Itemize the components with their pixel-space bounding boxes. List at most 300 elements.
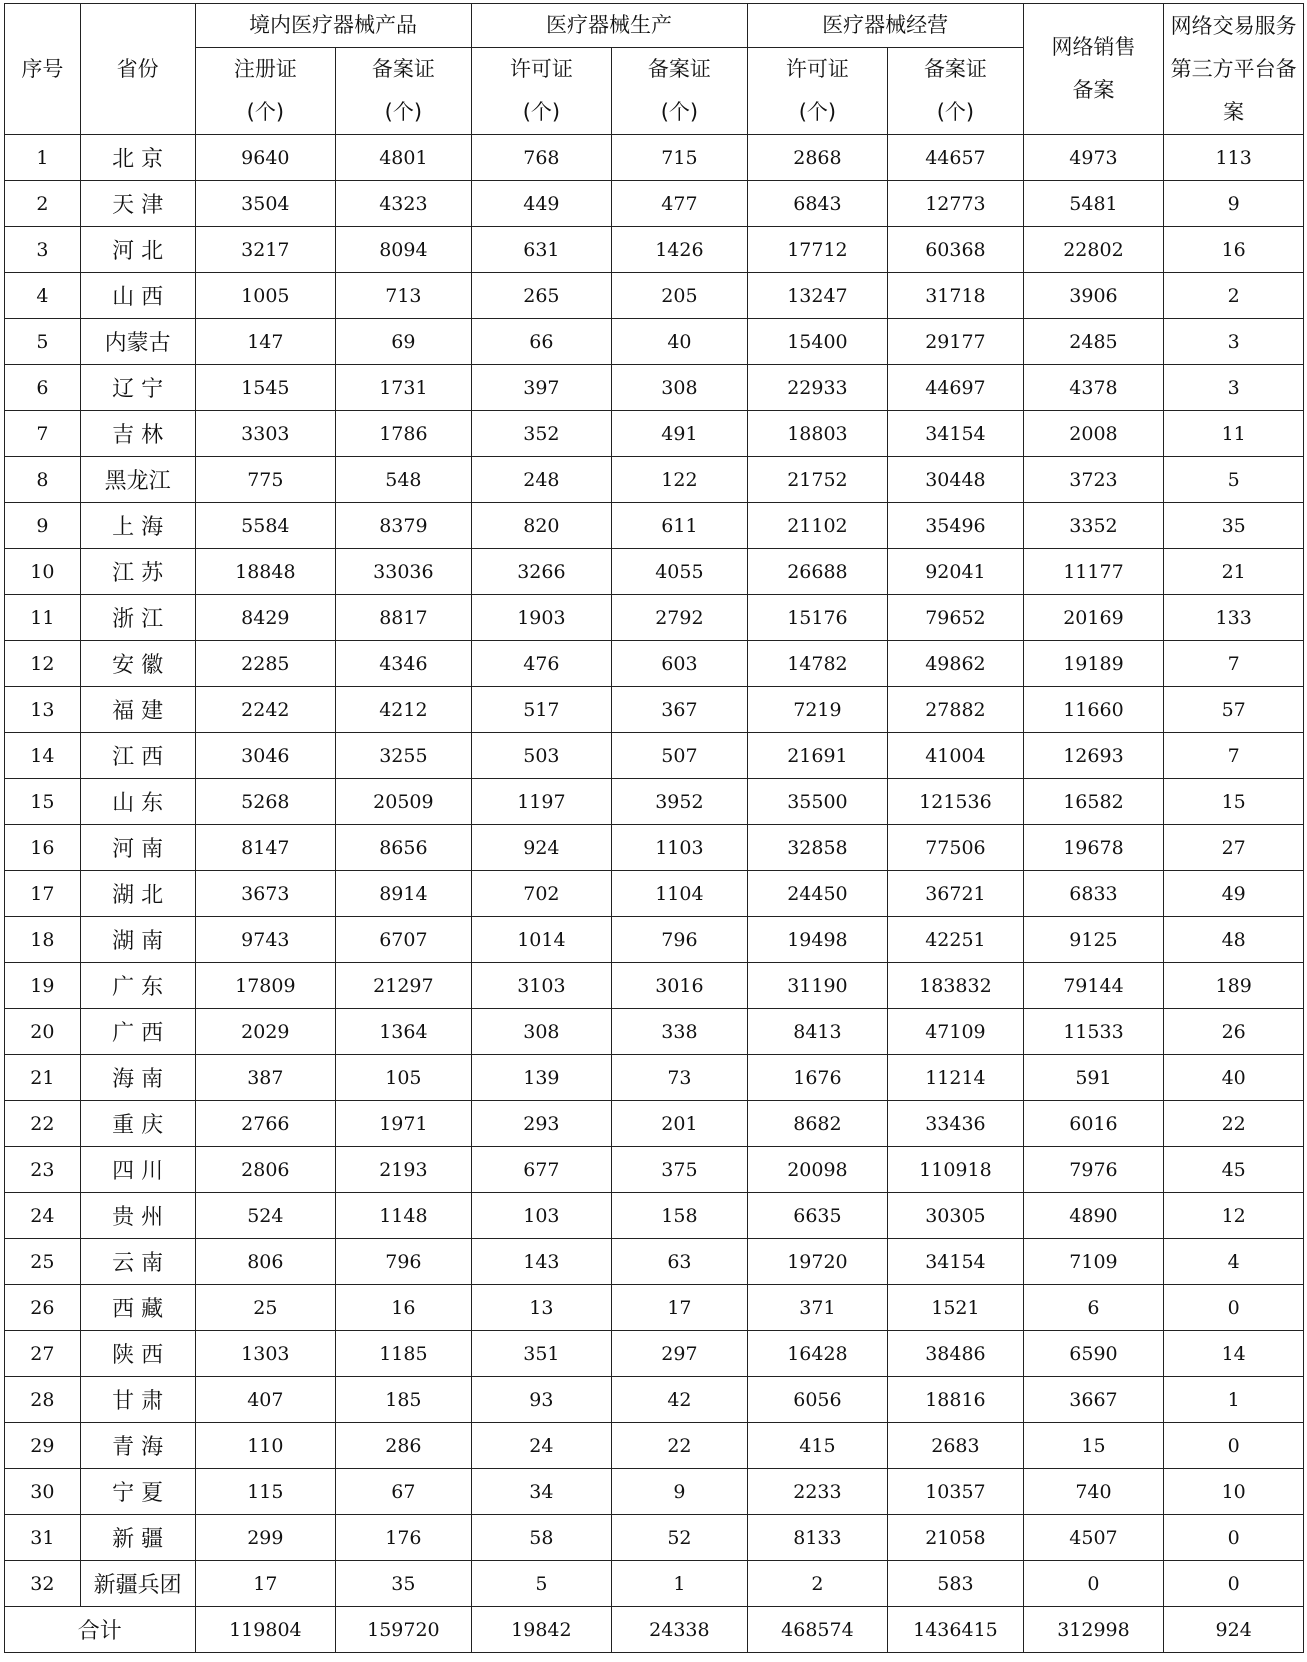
header-group-products: 境内医疗器械产品 (195, 4, 471, 48)
value-cell: 1521 (888, 1285, 1023, 1331)
value-cell: 18816 (888, 1377, 1023, 1423)
value-cell: 7219 (747, 687, 888, 733)
value-cell: 2806 (195, 1147, 336, 1193)
total-value-cell: 924 (1164, 1607, 1304, 1653)
province-cell: 甘 肃 (80, 1377, 195, 1423)
value-cell: 7 (1164, 641, 1304, 687)
value-cell: 26 (1164, 1009, 1304, 1055)
value-cell: 2233 (747, 1469, 888, 1515)
value-cell: 105 (336, 1055, 471, 1101)
value-cell: 0 (1164, 1285, 1304, 1331)
header-business-record-cert (888, 48, 1023, 135)
value-cell: 338 (612, 1009, 747, 1055)
value-cell: 1148 (336, 1193, 471, 1239)
value-cell: 796 (336, 1239, 471, 1285)
value-cell: 11177 (1023, 549, 1164, 595)
value-cell: 38486 (888, 1331, 1023, 1377)
value-cell: 820 (471, 503, 612, 549)
province-cell: 北 京 (80, 135, 195, 181)
value-cell: 8682 (747, 1101, 888, 1147)
seq-cell: 3 (5, 227, 81, 273)
seq-cell: 5 (5, 319, 81, 365)
value-cell: 476 (471, 641, 612, 687)
value-cell: 1971 (336, 1101, 471, 1147)
value-cell: 110 (195, 1423, 336, 1469)
value-cell: 25 (195, 1285, 336, 1331)
value-cell: 806 (195, 1239, 336, 1285)
table-row (5, 595, 1304, 641)
value-cell: 1731 (336, 365, 471, 411)
seq-cell: 2 (5, 181, 81, 227)
value-cell: 3 (1164, 365, 1304, 411)
value-cell: 491 (612, 411, 747, 457)
seq-cell: 23 (5, 1147, 81, 1193)
value-cell: 3906 (1023, 273, 1164, 319)
table-row (5, 1285, 1304, 1331)
value-cell: 69 (336, 319, 471, 365)
value-cell: 371 (747, 1285, 888, 1331)
province-cell: 辽 宁 (80, 365, 195, 411)
value-cell: 205 (612, 273, 747, 319)
seq-cell: 25 (5, 1239, 81, 1285)
value-cell: 11533 (1023, 1009, 1164, 1055)
value-cell: 77506 (888, 825, 1023, 871)
seq-cell: 29 (5, 1423, 81, 1469)
table-row (5, 319, 1304, 365)
seq-cell: 14 (5, 733, 81, 779)
value-cell: 22933 (747, 365, 888, 411)
value-cell: 1005 (195, 273, 336, 319)
value-cell: 12 (1164, 1193, 1304, 1239)
value-cell: 4973 (1023, 135, 1164, 181)
header-group-business: 医疗器械经营 (747, 4, 1023, 48)
province-cell: 新 疆 (80, 1515, 195, 1561)
value-cell: 1185 (336, 1331, 471, 1377)
province-cell: 天 津 (80, 181, 195, 227)
value-cell: 477 (612, 181, 747, 227)
table-body (5, 135, 1304, 1653)
value-cell: 1303 (195, 1331, 336, 1377)
value-cell: 10 (1164, 1469, 1304, 1515)
value-cell: 1426 (612, 227, 747, 273)
header-production-record-cert (612, 48, 747, 135)
value-cell: 6016 (1023, 1101, 1164, 1147)
value-cell: 297 (612, 1331, 747, 1377)
value-cell: 22 (612, 1423, 747, 1469)
province-cell: 贵 州 (80, 1193, 195, 1239)
value-cell: 3504 (195, 181, 336, 227)
table-row (5, 1331, 1304, 1377)
seq-cell: 12 (5, 641, 81, 687)
value-cell: 9 (612, 1469, 747, 1515)
province-cell: 青 海 (80, 1423, 195, 1469)
value-cell: 8133 (747, 1515, 888, 1561)
header-unit: (个) (246, 100, 285, 124)
value-cell: 375 (612, 1147, 747, 1193)
value-cell: 2285 (195, 641, 336, 687)
table-row (5, 1147, 1304, 1193)
value-cell: 44697 (888, 365, 1023, 411)
value-cell: 3266 (471, 549, 612, 595)
value-cell: 31190 (747, 963, 888, 1009)
value-cell: 11660 (1023, 687, 1164, 733)
value-cell: 17809 (195, 963, 336, 1009)
header-unit: (个) (660, 100, 699, 124)
value-cell: 2766 (195, 1101, 336, 1147)
total-value-cell: 24338 (612, 1607, 747, 1653)
table-row (5, 135, 1304, 181)
value-cell: 201 (612, 1101, 747, 1147)
value-cell: 189 (1164, 963, 1304, 1009)
header-province: 省份 (80, 4, 195, 135)
total-label: 合计 (5, 1607, 196, 1653)
value-cell: 8429 (195, 595, 336, 641)
value-cell: 367 (612, 687, 747, 733)
value-cell: 503 (471, 733, 612, 779)
province-cell: 河 南 (80, 825, 195, 871)
value-cell: 16428 (747, 1331, 888, 1377)
value-cell: 30305 (888, 1193, 1023, 1239)
seq-cell: 19 (5, 963, 81, 1009)
value-cell: 17712 (747, 227, 888, 273)
value-cell: 0 (1164, 1515, 1304, 1561)
value-cell: 1676 (747, 1055, 888, 1101)
seq-cell: 9 (5, 503, 81, 549)
value-cell: 16582 (1023, 779, 1164, 825)
value-cell: 110918 (888, 1147, 1023, 1193)
value-cell: 9640 (195, 135, 336, 181)
value-cell: 67 (336, 1469, 471, 1515)
value-cell: 4212 (336, 687, 471, 733)
province-cell: 上 海 (80, 503, 195, 549)
total-value-cell: 19842 (471, 1607, 612, 1653)
value-cell: 40 (1164, 1055, 1304, 1101)
value-cell: 113 (1164, 135, 1304, 181)
value-cell: 8656 (336, 825, 471, 871)
value-cell: 32858 (747, 825, 888, 871)
value-cell: 73 (612, 1055, 747, 1101)
value-cell: 2193 (336, 1147, 471, 1193)
header-platform-line1: 网络交易服务 (1170, 13, 1297, 38)
value-cell: 58 (471, 1515, 612, 1561)
value-cell: 265 (471, 273, 612, 319)
table-row (5, 641, 1304, 687)
value-cell: 21102 (747, 503, 888, 549)
value-cell: 49 (1164, 871, 1304, 917)
value-cell: 407 (195, 1377, 336, 1423)
value-cell: 293 (471, 1101, 612, 1147)
value-cell: 21297 (336, 963, 471, 1009)
table-row (5, 1101, 1304, 1147)
province-cell: 浙 江 (80, 595, 195, 641)
header-label: 备案证 (371, 57, 435, 81)
value-cell: 24 (471, 1423, 612, 1469)
value-cell: 2792 (612, 595, 747, 641)
value-cell: 0 (1023, 1561, 1164, 1607)
value-cell: 286 (336, 1423, 471, 1469)
value-cell: 1103 (612, 825, 747, 871)
value-cell: 27 (1164, 825, 1304, 871)
table-row (5, 1009, 1304, 1055)
province-cell: 四 川 (80, 1147, 195, 1193)
province-cell: 新疆兵团 (80, 1561, 195, 1607)
header-group-production: 医疗器械生产 (471, 4, 747, 48)
value-cell: 15400 (747, 319, 888, 365)
value-cell: 8914 (336, 871, 471, 917)
value-cell: 44657 (888, 135, 1023, 181)
table-row (5, 1055, 1304, 1101)
table-row (5, 1239, 1304, 1285)
value-cell: 20098 (747, 1147, 888, 1193)
value-cell: 11214 (888, 1055, 1023, 1101)
province-cell: 安 徽 (80, 641, 195, 687)
value-cell: 13247 (747, 273, 888, 319)
value-cell: 1 (612, 1561, 747, 1607)
value-cell: 8379 (336, 503, 471, 549)
value-cell: 19720 (747, 1239, 888, 1285)
value-cell: 6707 (336, 917, 471, 963)
value-cell: 49862 (888, 641, 1023, 687)
seq-cell: 30 (5, 1469, 81, 1515)
value-cell: 93 (471, 1377, 612, 1423)
value-cell: 24450 (747, 871, 888, 917)
header-online-sales-line1: 网络销售 (1051, 35, 1136, 59)
value-cell: 308 (471, 1009, 612, 1055)
header-label: 注册证 (233, 57, 297, 81)
value-cell: 3303 (195, 411, 336, 457)
value-cell: 5268 (195, 779, 336, 825)
value-cell: 4055 (612, 549, 747, 595)
value-cell: 517 (471, 687, 612, 733)
province-cell: 吉 林 (80, 411, 195, 457)
value-cell: 147 (195, 319, 336, 365)
value-cell: 10357 (888, 1469, 1023, 1515)
value-cell: 8094 (336, 227, 471, 273)
value-cell: 9743 (195, 917, 336, 963)
value-cell: 4323 (336, 181, 471, 227)
value-cell: 19189 (1023, 641, 1164, 687)
province-cell: 广 西 (80, 1009, 195, 1055)
seq-cell: 26 (5, 1285, 81, 1331)
value-cell: 4507 (1023, 1515, 1164, 1561)
seq-cell: 4 (5, 273, 81, 319)
value-cell: 677 (471, 1147, 612, 1193)
value-cell: 158 (612, 1193, 747, 1239)
value-cell: 3723 (1023, 457, 1164, 503)
value-cell: 713 (336, 273, 471, 319)
value-cell: 35 (336, 1561, 471, 1607)
value-cell: 15 (1164, 779, 1304, 825)
value-cell: 5 (1164, 457, 1304, 503)
province-cell: 云 南 (80, 1239, 195, 1285)
value-cell: 449 (471, 181, 612, 227)
value-cell: 42 (612, 1377, 747, 1423)
value-cell: 183832 (888, 963, 1023, 1009)
value-cell: 3217 (195, 227, 336, 273)
province-cell: 江 苏 (80, 549, 195, 595)
value-cell: 122 (612, 457, 747, 503)
value-cell: 0 (1164, 1561, 1304, 1607)
value-cell: 176 (336, 1515, 471, 1561)
province-cell: 山 东 (80, 779, 195, 825)
value-cell: 2008 (1023, 411, 1164, 457)
header-label: 许可证 (509, 57, 573, 81)
value-cell: 1786 (336, 411, 471, 457)
header-products-reg-cert (195, 48, 336, 135)
value-cell: 397 (471, 365, 612, 411)
value-cell: 18803 (747, 411, 888, 457)
province-cell: 山 西 (80, 273, 195, 319)
value-cell: 36721 (888, 871, 1023, 917)
value-cell: 387 (195, 1055, 336, 1101)
value-cell: 1364 (336, 1009, 471, 1055)
header-platform-line2: 第三方平台备 (1170, 56, 1297, 81)
value-cell: 17 (612, 1285, 747, 1331)
value-cell: 13 (471, 1285, 612, 1331)
value-cell: 26688 (747, 549, 888, 595)
value-cell: 20169 (1023, 595, 1164, 641)
value-cell: 3255 (336, 733, 471, 779)
value-cell: 3 (1164, 319, 1304, 365)
province-cell: 内蒙古 (80, 319, 195, 365)
value-cell: 79652 (888, 595, 1023, 641)
value-cell: 7976 (1023, 1147, 1164, 1193)
value-cell: 702 (471, 871, 612, 917)
table-row (5, 825, 1304, 871)
value-cell: 796 (612, 917, 747, 963)
value-cell: 6056 (747, 1377, 888, 1423)
value-cell: 591 (1023, 1055, 1164, 1101)
province-cell: 江 西 (80, 733, 195, 779)
header-platform-line3: 案 (1223, 99, 1245, 124)
value-cell: 4801 (336, 135, 471, 181)
value-cell: 3352 (1023, 503, 1164, 549)
value-cell: 35496 (888, 503, 1023, 549)
value-cell: 4378 (1023, 365, 1164, 411)
value-cell: 924 (471, 825, 612, 871)
value-cell: 22802 (1023, 227, 1164, 273)
value-cell: 603 (612, 641, 747, 687)
header-online-sales (1023, 4, 1164, 135)
value-cell: 4890 (1023, 1193, 1164, 1239)
province-cell: 黑龙江 (80, 457, 195, 503)
value-cell: 47109 (888, 1009, 1023, 1055)
table-row (5, 1469, 1304, 1515)
seq-cell: 15 (5, 779, 81, 825)
value-cell: 20509 (336, 779, 471, 825)
value-cell: 133 (1164, 595, 1304, 641)
value-cell: 4346 (336, 641, 471, 687)
value-cell: 1903 (471, 595, 612, 641)
table-row (5, 411, 1304, 457)
value-cell: 15176 (747, 595, 888, 641)
value-cell: 507 (612, 733, 747, 779)
value-cell: 3667 (1023, 1377, 1164, 1423)
header-seq: 序号 (5, 4, 81, 135)
total-value-cell: 468574 (747, 1607, 888, 1653)
province-cell: 福 建 (80, 687, 195, 733)
province-cell: 湖 南 (80, 917, 195, 963)
seq-cell: 20 (5, 1009, 81, 1055)
value-cell: 0 (1164, 1423, 1304, 1469)
value-cell: 2683 (888, 1423, 1023, 1469)
seq-cell: 11 (5, 595, 81, 641)
table-row (5, 871, 1304, 917)
header-label: 备案证 (647, 57, 711, 81)
value-cell: 1 (1164, 1377, 1304, 1423)
value-cell: 1104 (612, 871, 747, 917)
header-label: 许可证 (785, 57, 849, 81)
value-cell: 60368 (888, 227, 1023, 273)
value-cell: 1014 (471, 917, 612, 963)
value-cell: 6 (1023, 1285, 1164, 1331)
value-cell: 143 (471, 1239, 612, 1285)
table-row (5, 917, 1304, 963)
table-row (5, 733, 1304, 779)
value-cell: 7109 (1023, 1239, 1164, 1285)
seq-cell: 18 (5, 917, 81, 963)
table-row (5, 1561, 1304, 1607)
value-cell: 27882 (888, 687, 1023, 733)
value-cell: 5584 (195, 503, 336, 549)
seq-cell: 6 (5, 365, 81, 411)
value-cell: 2 (1164, 273, 1304, 319)
province-cell: 宁 夏 (80, 1469, 195, 1515)
value-cell: 415 (747, 1423, 888, 1469)
seq-cell: 28 (5, 1377, 81, 1423)
header-products-record-cert (336, 48, 471, 135)
total-value-cell: 119804 (195, 1607, 336, 1653)
total-row (5, 1607, 1304, 1653)
value-cell: 18848 (195, 549, 336, 595)
table-header (5, 4, 1304, 135)
value-cell: 92041 (888, 549, 1023, 595)
table-row (5, 1423, 1304, 1469)
value-cell: 611 (612, 503, 747, 549)
value-cell: 40 (612, 319, 747, 365)
value-cell: 768 (471, 135, 612, 181)
table-row (5, 687, 1304, 733)
province-cell: 广 东 (80, 963, 195, 1009)
value-cell: 34154 (888, 411, 1023, 457)
value-cell: 115 (195, 1469, 336, 1515)
value-cell: 79144 (1023, 963, 1164, 1009)
value-cell: 30448 (888, 457, 1023, 503)
value-cell: 185 (336, 1377, 471, 1423)
province-cell: 湖 北 (80, 871, 195, 917)
value-cell: 34154 (888, 1239, 1023, 1285)
value-cell: 2868 (747, 135, 888, 181)
province-cell: 西 藏 (80, 1285, 195, 1331)
value-cell: 248 (471, 457, 612, 503)
seq-cell: 10 (5, 549, 81, 595)
value-cell: 2029 (195, 1009, 336, 1055)
province-cell: 重 庆 (80, 1101, 195, 1147)
value-cell: 8817 (336, 595, 471, 641)
value-cell: 45 (1164, 1147, 1304, 1193)
seq-cell: 16 (5, 825, 81, 871)
table-row (5, 365, 1304, 411)
value-cell: 35500 (747, 779, 888, 825)
value-cell: 352 (471, 411, 612, 457)
value-cell: 15 (1023, 1423, 1164, 1469)
seq-cell: 13 (5, 687, 81, 733)
value-cell: 3046 (195, 733, 336, 779)
value-cell: 11 (1164, 411, 1304, 457)
value-cell: 2 (747, 1561, 888, 1607)
value-cell: 16 (1164, 227, 1304, 273)
value-cell: 19498 (747, 917, 888, 963)
